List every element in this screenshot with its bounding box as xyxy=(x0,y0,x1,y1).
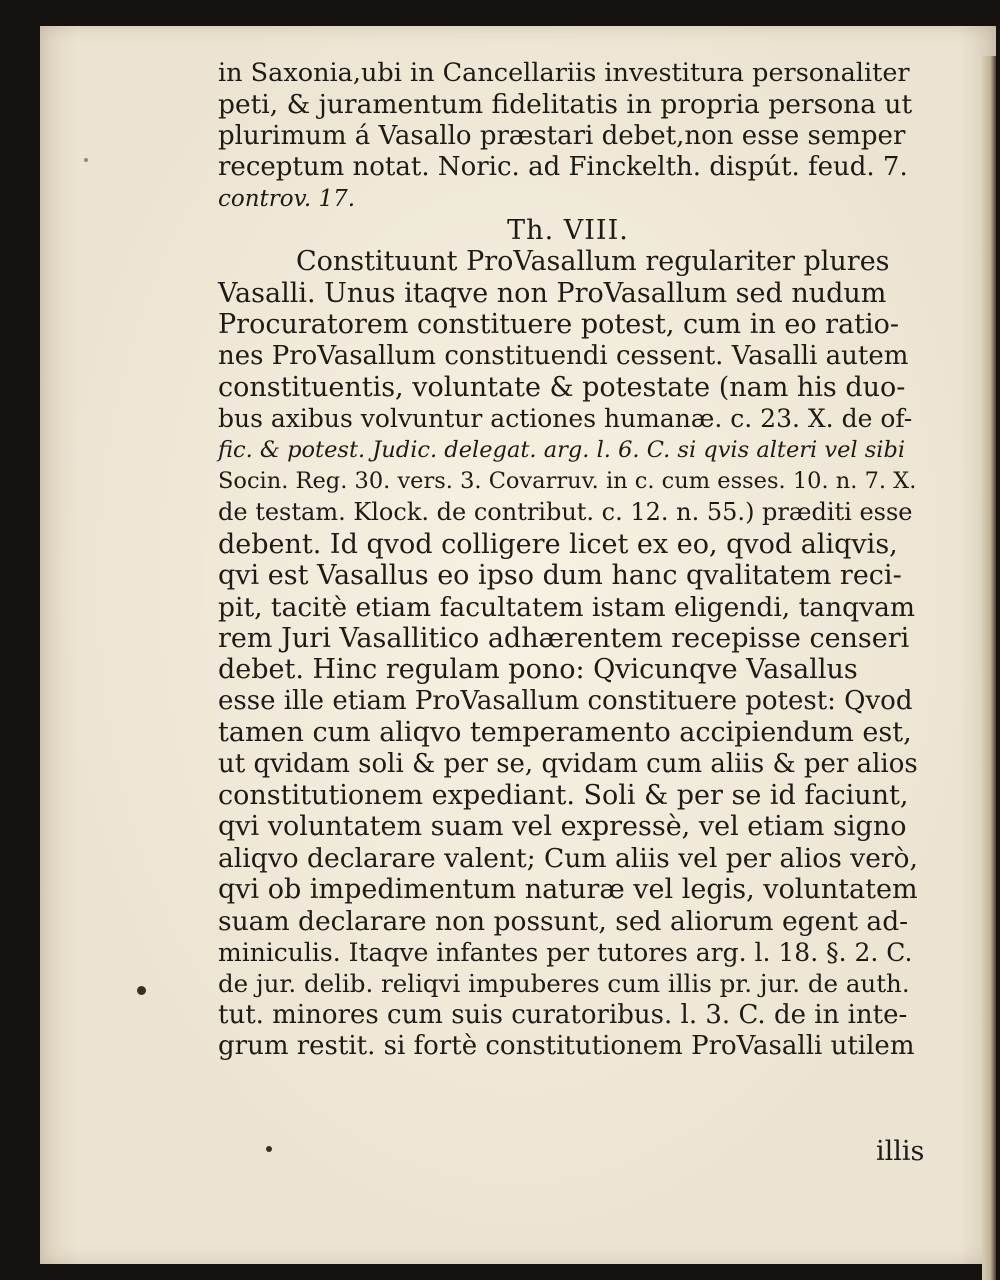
text-line: receptum notat. Noric. ad Finckelth. dispút. feud. 7. xyxy=(218,152,908,183)
page-edge-shadow xyxy=(982,56,996,1280)
latin-text-body xyxy=(218,58,918,1063)
text-line: nes ProVasallum constituendi cessent. Vasalli autem xyxy=(218,340,909,371)
text-line: aliqvo declarare valent; Cum aliis vel per alios verò, xyxy=(218,842,918,874)
text-line: Procuratorem constituere potest, cum in eo ratio- xyxy=(218,309,900,341)
ink-speck xyxy=(137,986,146,995)
text-line: esse ille etiam ProVasallum constituere potest: Qvod xyxy=(218,685,913,716)
text-line: Vasalli. Unus itaqve non ProVasallum sed nudum xyxy=(218,277,887,309)
text-line: qvi ob impedimentum naturæ vel legis, voluntatem xyxy=(218,874,918,906)
text-line: in Saxonia,ubi in Cancellariis investitura personaliter xyxy=(218,58,910,88)
section-heading: Th. VIII. xyxy=(507,214,629,246)
text-line: Constituunt ProVasallum regulariter plures xyxy=(296,246,890,278)
text-line: suam declarare non possunt, sed aliorum egent ad- xyxy=(218,905,909,937)
text-line: debet. Hinc regulam pono: Qvicunqve Vasallus xyxy=(218,654,858,686)
text-line: constituentis, voluntate & potestate (nam his duo- xyxy=(218,371,906,403)
text-line: bus axibus volvuntur actiones humanæ. c. 23. X. de of- xyxy=(218,404,913,434)
text-line: debent. Id qvod colligere licet ex eo, qvod aliqvis, xyxy=(218,528,898,560)
text-line: qvi est Vasallus eo ipso dum hanc qvalitatem reci- xyxy=(218,560,902,592)
catchword: illis xyxy=(876,1136,925,1167)
text-line: tamen cum aliqvo temperamento accipiendum est, xyxy=(218,717,912,749)
text-line: de jur. delib. reliqvi impuberes cum illis pr. jur. de auth. xyxy=(218,969,910,999)
text-line: controv. 17. xyxy=(218,185,356,212)
text-line: rem Juri Vasallitico adhærentem recepisse censeri xyxy=(218,623,910,655)
text-line: Socin. Reg. 30. vers. 3. Covarruv. in c. cum esses. 10. n. 7. X. xyxy=(218,468,917,495)
text-line: qvi voluntatem suam vel expressè, vel etiam signo xyxy=(218,811,907,843)
text-line: ut qvidam soli & per se, qvidam cum aliis & per alios xyxy=(218,748,918,779)
text-line: fic. & potest. Judic. delegat. arg. l. 6. C. si qvis alteri vel sibi xyxy=(218,436,906,463)
text-line: miniculis. Itaqve infantes per tutores arg. l. 18. §. 2. C. xyxy=(218,937,913,967)
text-line: constitutionem expediant. Soli & per se id faciunt, xyxy=(218,779,909,811)
text-line: grum restit. si fortè constitutionem ProVasalli utilem xyxy=(218,1031,915,1062)
text-line: plurimum á Vasallo præstari debet,non esse semper xyxy=(218,120,906,151)
ink-speck xyxy=(84,158,88,162)
text-line: de testam. Klock. de contribut. c. 12. n. 55.) præditi esse xyxy=(218,498,913,527)
text-line: peti, & juramentum fidelitatis in propria persona ut xyxy=(218,89,913,121)
text-line: pit, tacitè etiam facultatem istam eligendi, tanqvam xyxy=(218,591,916,623)
ink-speck xyxy=(266,1146,272,1152)
text-line: tut. minores cum suis curatoribus. l. 3. C. de in inte- xyxy=(218,999,908,1030)
